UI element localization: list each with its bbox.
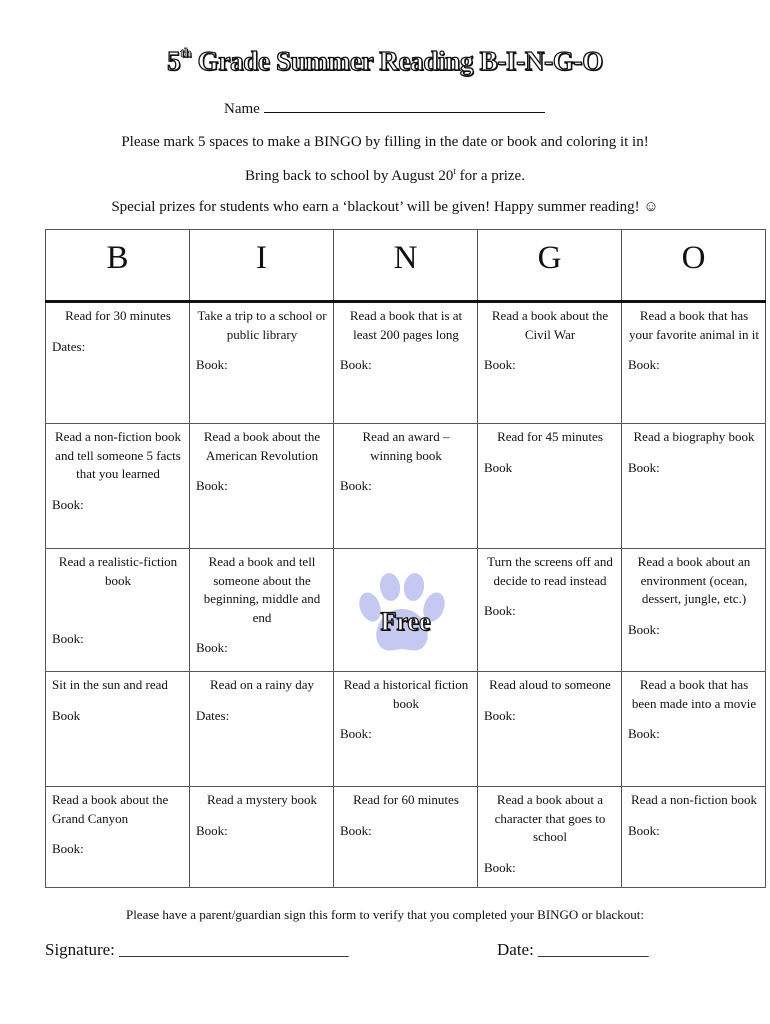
bingo-row [46, 424, 766, 549]
instruction-line-3: Special prizes for students who earn a ‘blackout’ will be given! Happy summer reading! ☺ [111, 199, 659, 215]
bingo-cell[interactable] [334, 302, 478, 424]
cell-task: Read a book about the American Revolution [203, 429, 321, 463]
name-input-line[interactable] [264, 100, 545, 113]
column-header-i: I [190, 230, 334, 302]
signature-field[interactable]: Signature: ___________________________ [45, 940, 349, 959]
bingo-row [46, 549, 766, 672]
cell-task: Read a book that has been made into a movie [631, 677, 757, 711]
cell-task: Read a book that has your favorite animal in it [629, 308, 759, 342]
cell-entry-label: Book: [196, 478, 228, 493]
cell-entry-label: Book: [52, 841, 84, 856]
bingo-cell[interactable] [46, 302, 190, 424]
cell-task: Turn the screens off and decide to read instead [487, 554, 613, 588]
cell-entry-label: Book: [484, 707, 516, 723]
bingo-card [45, 229, 766, 888]
cell-entry-label: Book: [340, 726, 372, 741]
bingo-cell[interactable] [334, 424, 478, 549]
cell-task: Read on a rainy day [210, 677, 314, 692]
cell-entry-label: Book [484, 459, 513, 475]
bingo-row [46, 787, 766, 888]
cell-entry-label: Book: [628, 357, 660, 372]
parent-signature-note: Please have a parent/guardian sign this form to verify that you completed your BINGO or blackout: [125, 907, 645, 922]
bingo-cell[interactable] [190, 549, 334, 672]
bingo-header-row [46, 230, 766, 302]
bingo-cell[interactable] [478, 424, 622, 549]
cell-entry-label: Book: [628, 822, 660, 838]
cell-task: Read for 60 minutes [353, 792, 459, 807]
cell-entry-label: Book: [484, 859, 516, 875]
cell-entry-label: Book: [484, 603, 516, 618]
cell-entry-label: Book: [52, 631, 84, 646]
cell-entry-label: Book: [628, 459, 660, 475]
page-title: 5th Grade Summer Reading B-I-N-G-O [167, 45, 603, 76]
cell-task: Read an award – winning book [362, 429, 450, 463]
cell-task: Read a book and tell someone about the beginning, middle and end [203, 554, 321, 625]
cell-task: Read a book about a character that goes to school [494, 792, 606, 844]
cell-entry-label: Book: [196, 357, 228, 372]
bingo-cell[interactable] [190, 787, 334, 888]
cell-entry-label: Book: [628, 726, 660, 741]
bingo-cell[interactable] [334, 787, 478, 888]
bingo-cell[interactable] [190, 302, 334, 424]
bingo-cell[interactable] [190, 424, 334, 549]
cell-entry-label: Book: [340, 478, 372, 493]
cell-task: Read a historical fiction book [343, 677, 469, 711]
cell-task: Read a biography book [633, 429, 755, 444]
cell-task: Read a book that is at least 200 pages long [349, 308, 463, 342]
cell-task: Read aloud to someone [489, 677, 611, 692]
bingo-cell[interactable] [334, 672, 478, 787]
bingo-cell[interactable] [46, 787, 190, 888]
bingo-cell[interactable] [46, 424, 190, 549]
bingo-cell[interactable] [478, 549, 622, 672]
cell-entry-label: Book: [628, 621, 660, 637]
bingo-cell[interactable] [46, 549, 190, 672]
bingo-cell[interactable] [478, 302, 622, 424]
cell-entry-label: Book: [340, 357, 372, 372]
free-label: Free [380, 607, 431, 636]
cell-entry-label: Book: [484, 357, 516, 372]
bingo-cell[interactable] [46, 672, 190, 787]
cell-task: Read a non-fiction book [631, 792, 757, 807]
bingo-cell[interactable] [622, 787, 766, 888]
bingo-cell[interactable] [478, 672, 622, 787]
bingo-cell[interactable] [622, 424, 766, 549]
column-header-g: G [478, 230, 622, 302]
cell-task: Read a book about an environment (ocean, dessert, jungle, etc.) [637, 554, 751, 606]
cell-task: Read a book about the Civil War [491, 308, 609, 342]
column-header-b: B [46, 230, 190, 302]
bingo-cell[interactable] [478, 787, 622, 888]
date-field[interactable]: Date: _____________ [497, 940, 649, 959]
cell-entry-label: Book: [52, 496, 84, 512]
bingo-cell[interactable] [622, 672, 766, 787]
cell-task: Read for 30 minutes [65, 308, 171, 323]
cell-entry-label: Dates: [196, 707, 230, 723]
cell-task: Read a mystery book [206, 792, 318, 807]
instruction-line-2: Bring back to school by August 20$^t$ for a prize. [245, 166, 525, 184]
instruction-line-1: Please mark 5 spaces to make a BINGO by filling in the date or book and coloring it in! [121, 134, 649, 150]
column-header-n: N [334, 230, 478, 302]
column-header-o: O [622, 230, 766, 302]
cell-task: Read a non-fiction book and tell someone 5 facts that you learned [55, 429, 181, 481]
cell-task: Read a realistic-fiction book [58, 554, 178, 588]
cell-task: Read for 45 minutes [497, 429, 603, 444]
bingo-cell[interactable] [622, 302, 766, 424]
cell-task: Take a trip to a school or public library [197, 308, 327, 342]
bingo-row [46, 302, 766, 424]
cell-task: Sit in the sun and read [52, 677, 168, 692]
cell-entry-label: Dates: [52, 338, 86, 354]
bingo-cell[interactable] [622, 549, 766, 672]
bingo-row [46, 672, 766, 787]
name-label: Name [224, 101, 260, 117]
cell-entry-label: Book: [340, 822, 372, 838]
bingo-cell[interactable] [190, 672, 334, 787]
cell-entry-label: Book: [196, 640, 228, 655]
cell-entry-label: Book: [196, 822, 228, 838]
name-field[interactable] [224, 100, 545, 118]
free-space[interactable] [334, 549, 478, 672]
cell-entry-label: Book [52, 707, 81, 723]
cell-task: Read a book about the Grand Canyon [52, 792, 169, 826]
